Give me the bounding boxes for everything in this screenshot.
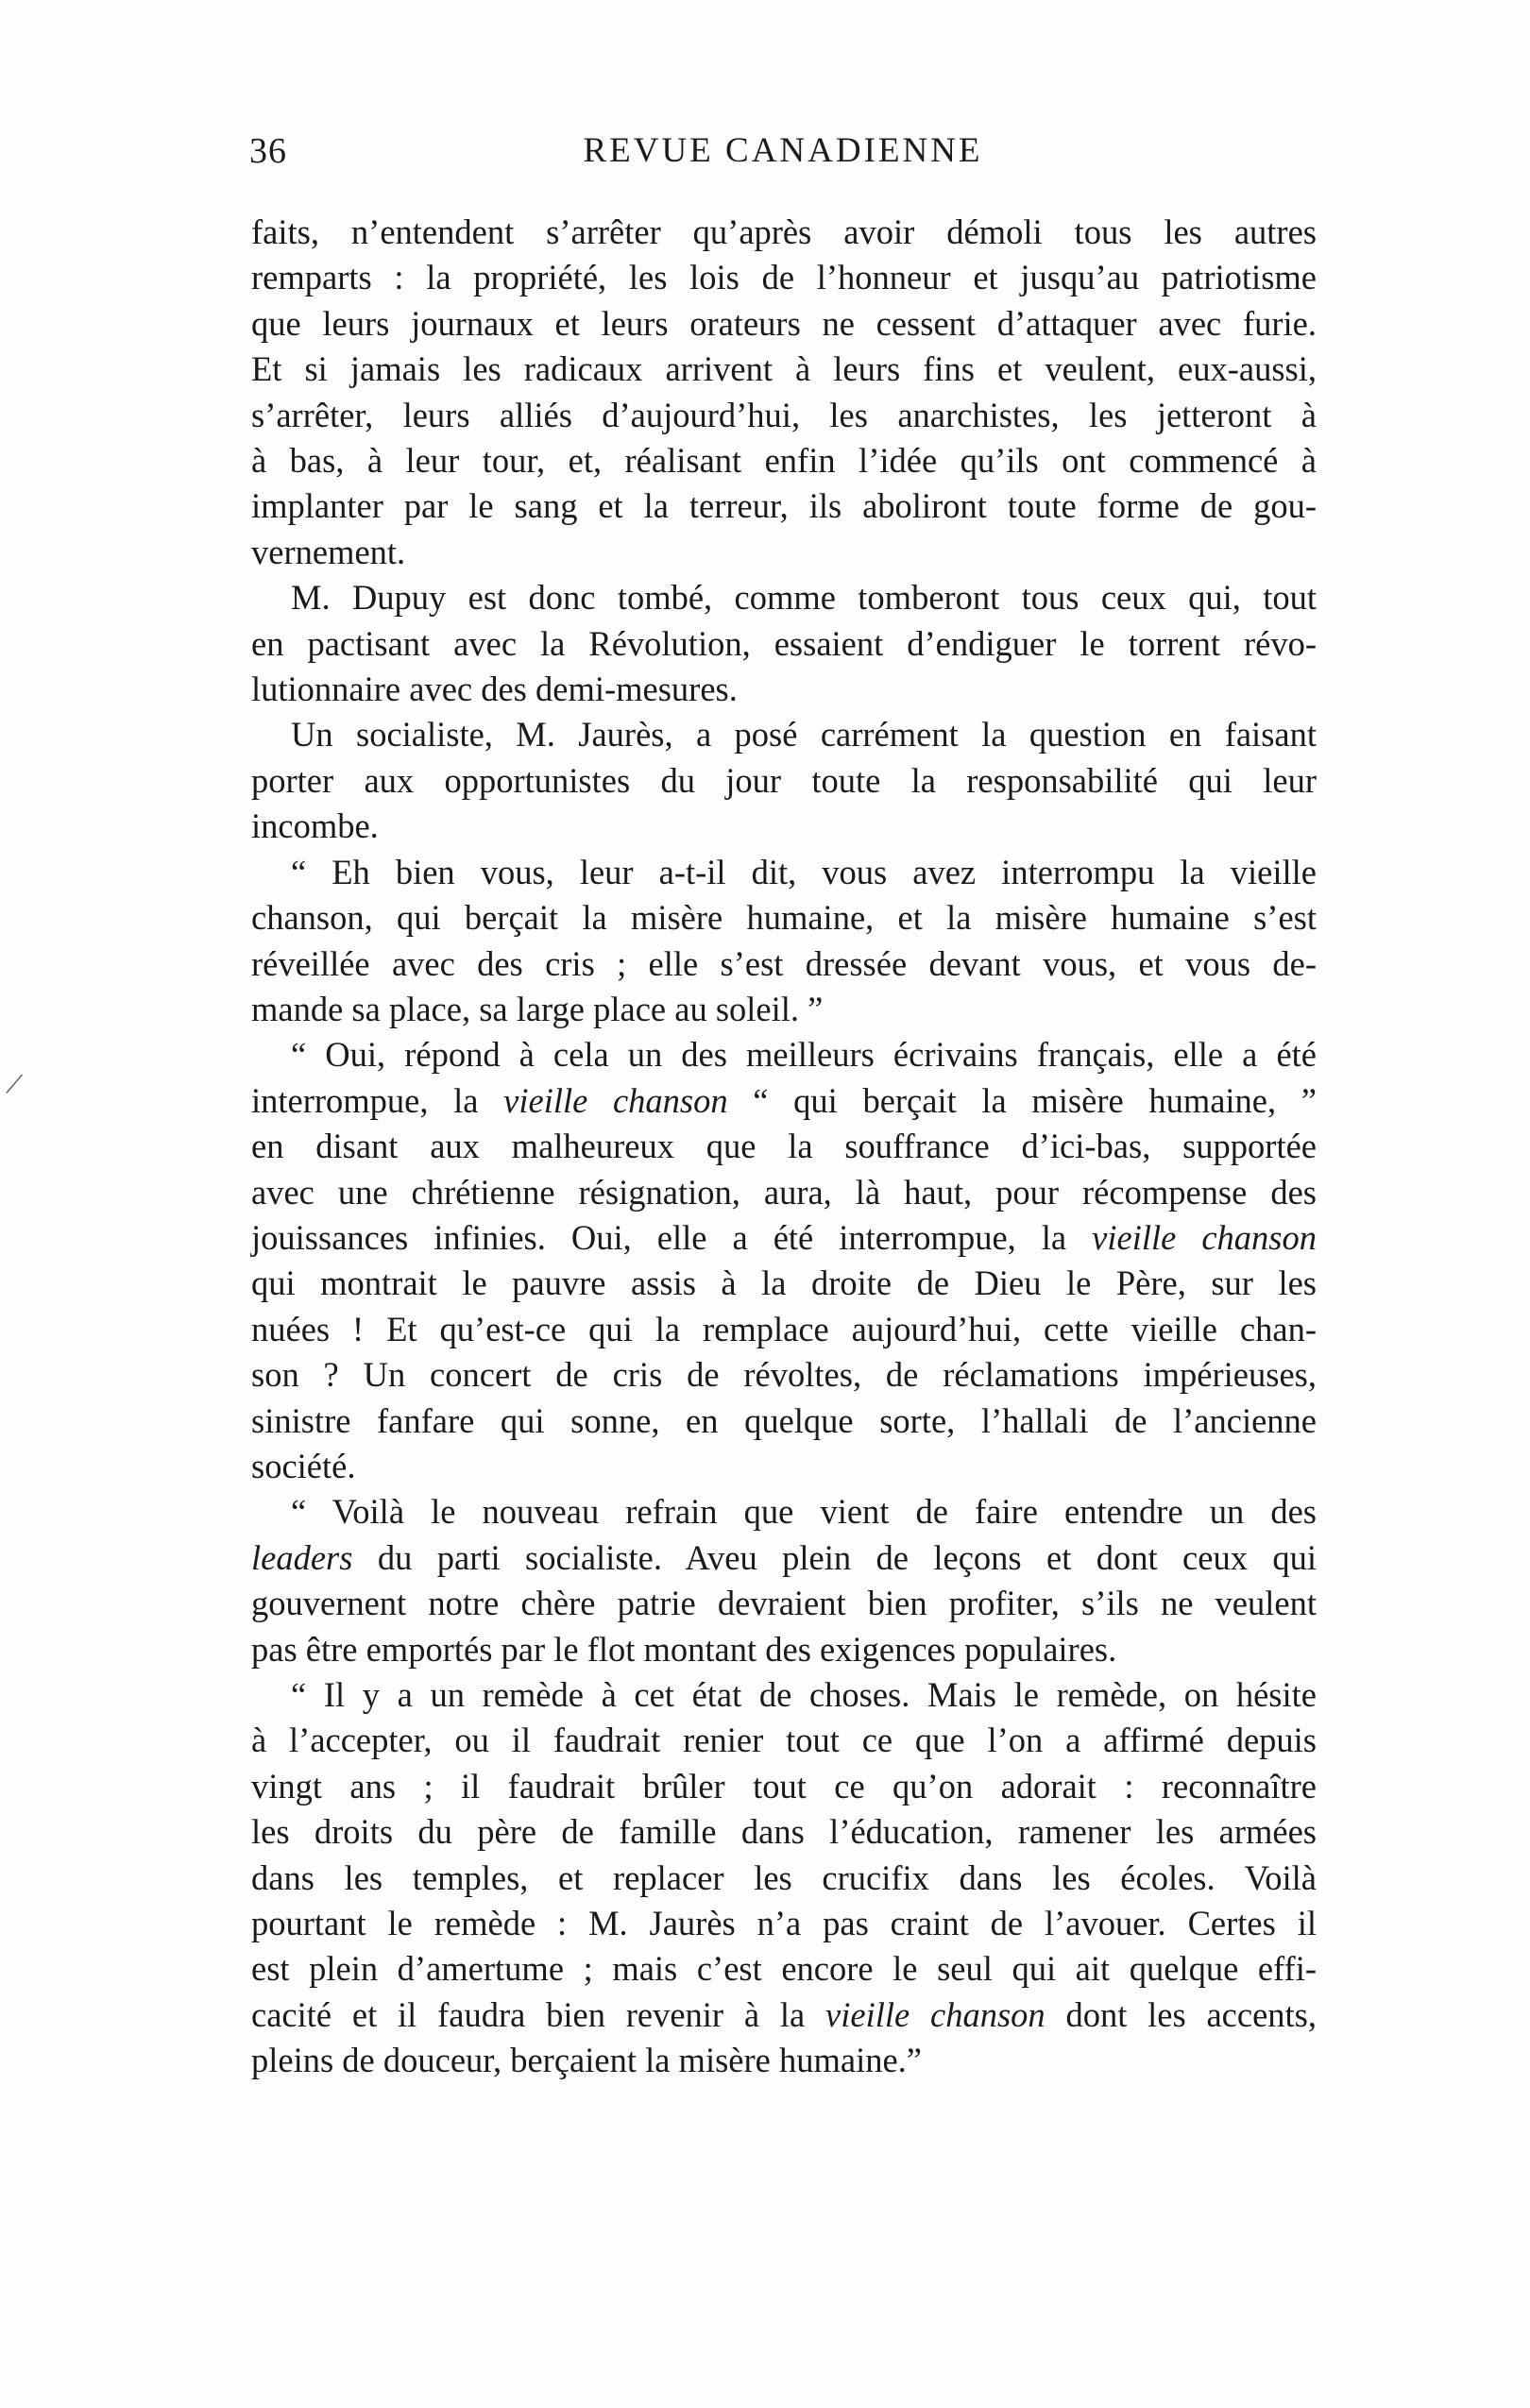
text-line: société.	[251, 1446, 356, 1485]
text-line: à l’accepter, ou il faudrait renier tout ce que l’on a affirmé depuis	[251, 1721, 1317, 1760]
text-line: à bas, à leur tour, et, réalisant enfin l’idée qu’ils ont commencé à	[251, 441, 1317, 481]
text-line: porter aux opportunistes du jour toute la responsabilité qui leur	[251, 760, 1317, 800]
text-line: remparts : la propriété, les lois de l’honneur et jusqu’au patriotisme	[251, 258, 1317, 297]
text-line: dans les temples, et replacer les crucifix dans les écoles. Voilà	[251, 1857, 1317, 1897]
text-line: cacité et il faudra bien revenir à la vieille chanson dont les accents,	[251, 1994, 1318, 2034]
text-line: faits, n’entendent s’arrêter qu’après avoir démoli tous les autres	[251, 212, 1317, 251]
article-body	[251, 210, 1317, 2084]
text-line: “ Oui, répond à cela un des meilleurs écrivains français, elle a été	[291, 1035, 1317, 1075]
text-line: jouissances infinies. Oui, elle a été interrompue, la vieille chanson	[251, 1217, 1317, 1257]
text-line: nuées ! Et qu’est-ce qui la remplace aujourd’hui, cette vieille chan-	[251, 1309, 1317, 1348]
text-line: chanson, qui berçait la misère humaine, et la misère humaine s’est	[251, 898, 1317, 938]
italic-phrase: vieille chanson	[1092, 1217, 1317, 1257]
page-number: 36	[249, 131, 287, 171]
text-line: gouvernent notre chère patrie devraient bien profiter, s’ils ne veulent	[251, 1584, 1317, 1623]
text-line: “ Il y a un remède à cet état de choses. Mais le remède, on hésite	[291, 1675, 1317, 1714]
text-line: incombe.	[251, 806, 379, 846]
text-line: pourtant le remède : M. Jaurès n’a pas craint de l’avouer. Certes il	[251, 1904, 1317, 1943]
text-line: lutionnaire avec des demi-mesures.	[251, 670, 738, 709]
paragraph	[251, 1032, 1317, 1489]
text-line: qui montrait le pauvre assis à la droite de Dieu le Père, sur les	[251, 1263, 1317, 1303]
italic-phrase: vieille chanson	[825, 1994, 1046, 2034]
text-line: avec une chrétienne résignation, aura, là haut, pour récompense des	[251, 1172, 1317, 1212]
italic-phrase: leaders	[251, 1537, 353, 1577]
paragraph	[251, 210, 1317, 575]
paragraph	[251, 1672, 1317, 2084]
text-line: est plein d’amertume ; mais c’est encore le seul qui ait quelque effi-	[251, 1949, 1317, 1989]
text-line: Et si jamais les radicaux arrivent à leurs fins et veulent, eux-aussi,	[251, 349, 1317, 389]
text-line: en disant aux malheureux que la souffrance d’ici-bas, supportée	[251, 1127, 1317, 1166]
paragraph	[251, 1489, 1317, 1672]
text-line: pleins de douceur, berçaient la misère humaine.”	[251, 2041, 922, 2080]
text-line: que leurs journaux et leurs orateurs ne cessent d’attaquer avec furie.	[251, 303, 1317, 343]
margin-stroke-mark: ⟋	[6, 1071, 24, 1099]
paragraph	[251, 712, 1317, 849]
running-title: REVUE CANADIENNE	[583, 131, 983, 170]
paragraph	[251, 575, 1317, 712]
page-header	[249, 130, 1317, 187]
text-line: les droits du père de famille dans l’éducation, ramener les armées	[251, 1812, 1317, 1852]
italic-phrase: vieille chanson	[503, 1080, 728, 1120]
text-line: “ Eh bien vous, leur a-t-il dit, vous avez interrompu la vieille	[291, 852, 1317, 891]
text-line: mande sa place, sa large place au soleil. ”	[251, 989, 824, 1028]
text-line: réveillée avec des cris ; elle s’est dressée devant vous, et vous de-	[251, 943, 1317, 983]
text-line: Un socialiste, M. Jaurès, a posé carrément la question en faisant	[291, 715, 1317, 755]
text-line: en pactisant avec la Révolution, essaient d’endiguer le torrent révo-	[251, 623, 1317, 663]
text-line: son ? Un concert de cris de révoltes, de réclamations impérieuses,	[251, 1355, 1317, 1395]
text-line: vernement.	[251, 532, 406, 571]
text-line: interrompue, la vieille chanson “ qui berçait la misère humaine, ”	[251, 1080, 1317, 1120]
text-line: s’arrêter, leurs alliés d’aujourd’hui, les anarchistes, les jetteront à	[251, 395, 1317, 434]
text-line: leaders du parti socialiste. Aveu plein de leçons et dont ceux qui	[251, 1537, 1317, 1577]
text-line: pas être emportés par le flot montant des exigences populaires.	[251, 1629, 1117, 1669]
text-line: M. Dupuy est donc tombé, comme tomberont tous ceux qui, tout	[291, 578, 1317, 618]
text-line: “ Voilà le nouveau refrain que vient de faire entendre un des	[291, 1492, 1317, 1532]
text-line: implanter par le sang et la terreur, ils aboliront toute forme de gou-	[251, 486, 1317, 526]
text-line: sinistre fanfare qui sonne, en quelque sorte, l’hallali de l’ancienne	[251, 1400, 1317, 1440]
text-line: vingt ans ; il faudrait brûler tout ce qu’on adorait : reconnaître	[251, 1766, 1317, 1806]
paragraph	[251, 850, 1317, 1033]
